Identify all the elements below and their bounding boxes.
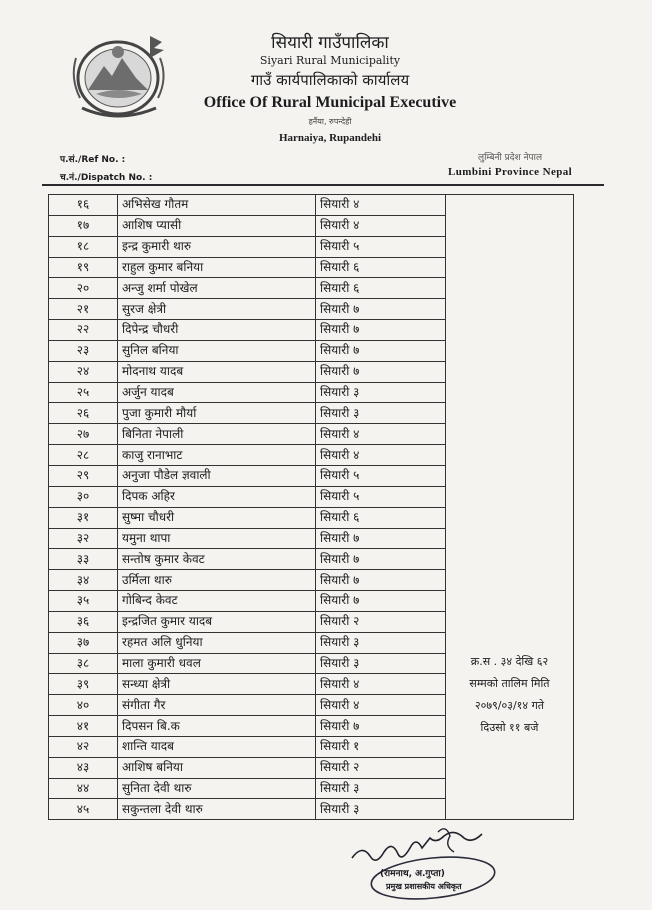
serial-number-cell: ३३ [49,549,118,570]
serial-number-cell: ४५ [49,799,118,820]
address-cell: सियारी ६ [316,278,446,299]
remark-line: सम्मको तालिम मिति [469,676,550,690]
ref-no-label: प.सं./Ref No. : [60,155,126,165]
participant-table [48,194,574,820]
serial-number-cell: २६ [49,403,118,424]
participant-name-cell: सन्ध्या क्षेत्री [118,674,316,695]
remark-line: २०७९/०३/१४ गते [474,698,545,712]
serial-number-cell: ३५ [49,591,118,612]
participant-name-cell: अभिसेख गौतम [118,195,316,216]
serial-number-cell: ३१ [49,507,118,528]
address-cell: सियारी ३ [316,653,446,674]
serial-number-cell: ३७ [49,632,118,653]
municipality-name-en: Siyari Rural Municipality [259,54,401,67]
serial-number-cell: २८ [49,445,118,466]
serial-number-cell: ४२ [49,736,118,757]
stamp-officer-name: (रामनाथ, अ.गुप्ता) [380,869,445,879]
serial-number-cell: ३६ [49,611,118,632]
office-name-np: गाउँ कार्यपालिकाको कार्यालय [250,71,410,89]
serial-number-cell: १८ [49,236,118,257]
table-row [49,195,574,216]
office-name-en: Office Of Rural Municipal Executive [203,94,457,111]
address-cell: सियारी ५ [316,486,446,507]
serial-number-cell: ४१ [49,716,118,737]
address-cell: सियारी ७ [316,716,446,737]
serial-number-cell: २७ [49,424,118,445]
address-cell: सियारी ७ [316,528,446,549]
address-cell: सियारी ६ [316,257,446,278]
serial-number-cell: १६ [49,195,118,216]
province-en: Lumbini Province Nepal [448,166,573,178]
address-cell: सियारी ४ [316,215,446,236]
address-cell: सियारी ७ [316,299,446,320]
address-cell: सियारी ७ [316,549,446,570]
participant-name-cell: दिपेन्द्र चौधरी [118,320,316,341]
participant-name-cell: अन्जु शर्मा पोखेल [118,278,316,299]
serial-number-cell: ४४ [49,778,118,799]
remark-line: क्र.स . ३४ देखि ६२ [470,654,549,668]
participant-name-cell: इन्द्र कुमारी थारु [118,236,316,257]
table-row [49,570,574,591]
address-cell: सियारी ७ [316,570,446,591]
participant-name-cell: संगीता गैर [118,695,316,716]
participant-name-cell: मोदनाथ यादब [118,361,316,382]
participant-name-cell: इन्द्रजित कुमार यादब [118,611,316,632]
participant-name-cell: माला कुमारी धवल [118,653,316,674]
participant-name-cell: उर्मिला थारु [118,570,316,591]
serial-number-cell: २१ [49,299,118,320]
address-cell: सियारी १ [316,736,446,757]
address-cell: सियारी ५ [316,236,446,257]
participant-name-cell: सकुन्तला देवी थारु [118,799,316,820]
address-cell: सियारी ४ [316,195,446,216]
header-divider [42,184,604,186]
participant-name-cell: शान्ति यादब [118,736,316,757]
serial-number-cell: २५ [49,382,118,403]
address-cell: सियारी ४ [316,424,446,445]
address-np: हर्नैया, रुपन्देही [308,117,352,126]
province-np: लुम्बिनी प्रदेश नेपाल [478,153,543,163]
address-cell: सियारी ७ [316,320,446,341]
participant-name-cell: काजु रानाभाट [118,445,316,466]
participant-name-cell: सुनिता देवी थारु [118,778,316,799]
municipality-name-np: सियारी गाउँपालिका [271,33,389,53]
participant-name-cell: यमुना थापा [118,528,316,549]
remarks-cell-blank [446,195,574,570]
address-cell: सियारी ३ [316,403,446,424]
participant-name-cell: रहमत अलि धुनिया [118,632,316,653]
serial-number-cell: ३४ [49,570,118,591]
participant-name-cell: गोबिन्द केवट [118,591,316,612]
address-cell: सियारी ५ [316,465,446,486]
serial-number-cell: ३० [49,486,118,507]
address-cell: सियारी ३ [316,632,446,653]
participant-name-cell: राहुल कुमार बनिया [118,257,316,278]
address-cell: सियारी ६ [316,507,446,528]
participant-name-cell: बिनिता नेपाली [118,424,316,445]
participant-name-cell: सुष्मा चौधरी [118,507,316,528]
participant-name-cell: पुजा कुमारी मौर्या [118,403,316,424]
remark-line: दिउसो ११ बजे [480,720,539,734]
signature-stamp [338,820,508,905]
nepal-emblem-icon [66,28,176,120]
dispatch-no-label: च.नं./Dispatch No. : [60,173,153,183]
participant-name-cell: सुनिल बनिया [118,340,316,361]
participant-name-cell: दिपसन बि.क [118,716,316,737]
serial-number-cell: २२ [49,320,118,341]
address-en: Harnaiya, Rupandehi [278,132,382,144]
serial-number-cell: २९ [49,465,118,486]
serial-number-cell: ३८ [49,653,118,674]
address-cell: सियारी ४ [316,695,446,716]
serial-number-cell: १७ [49,215,118,236]
address-cell: सियारी ३ [316,382,446,403]
serial-number-cell: ४३ [49,757,118,778]
participant-name-cell: अनुजा पौडेल ज्ञवाली [118,465,316,486]
address-cell: सियारी ७ [316,591,446,612]
stamp-officer-title: प्रमुख प्रशासकीय अधिकृत [386,882,462,891]
training-schedule-note [467,651,551,739]
participant-name-cell: अर्जुन यादब [118,382,316,403]
address-cell: सियारी ४ [316,445,446,466]
address-cell: सियारी २ [316,757,446,778]
participant-name-cell: दिपक अहिर [118,486,316,507]
serial-number-cell: २४ [49,361,118,382]
address-cell: सियारी ४ [316,674,446,695]
remarks-cell [446,570,574,820]
serial-number-cell: १९ [49,257,118,278]
serial-number-cell: २० [49,278,118,299]
address-cell: सियारी ७ [316,361,446,382]
participant-name-cell: आशिष बनिया [118,757,316,778]
participant-name-cell: सन्तोष कुमार केवट [118,549,316,570]
participant-name-cell: आशिष प्यासी [118,215,316,236]
address-cell: सियारी ३ [316,778,446,799]
serial-number-cell: ३२ [49,528,118,549]
serial-number-cell: ४० [49,695,118,716]
participant-name-cell: सुरज क्षेत्री [118,299,316,320]
address-cell: सियारी २ [316,611,446,632]
serial-number-cell: ३९ [49,674,118,695]
address-cell: सियारी ७ [316,340,446,361]
serial-number-cell: २३ [49,340,118,361]
address-cell: सियारी ३ [316,799,446,820]
